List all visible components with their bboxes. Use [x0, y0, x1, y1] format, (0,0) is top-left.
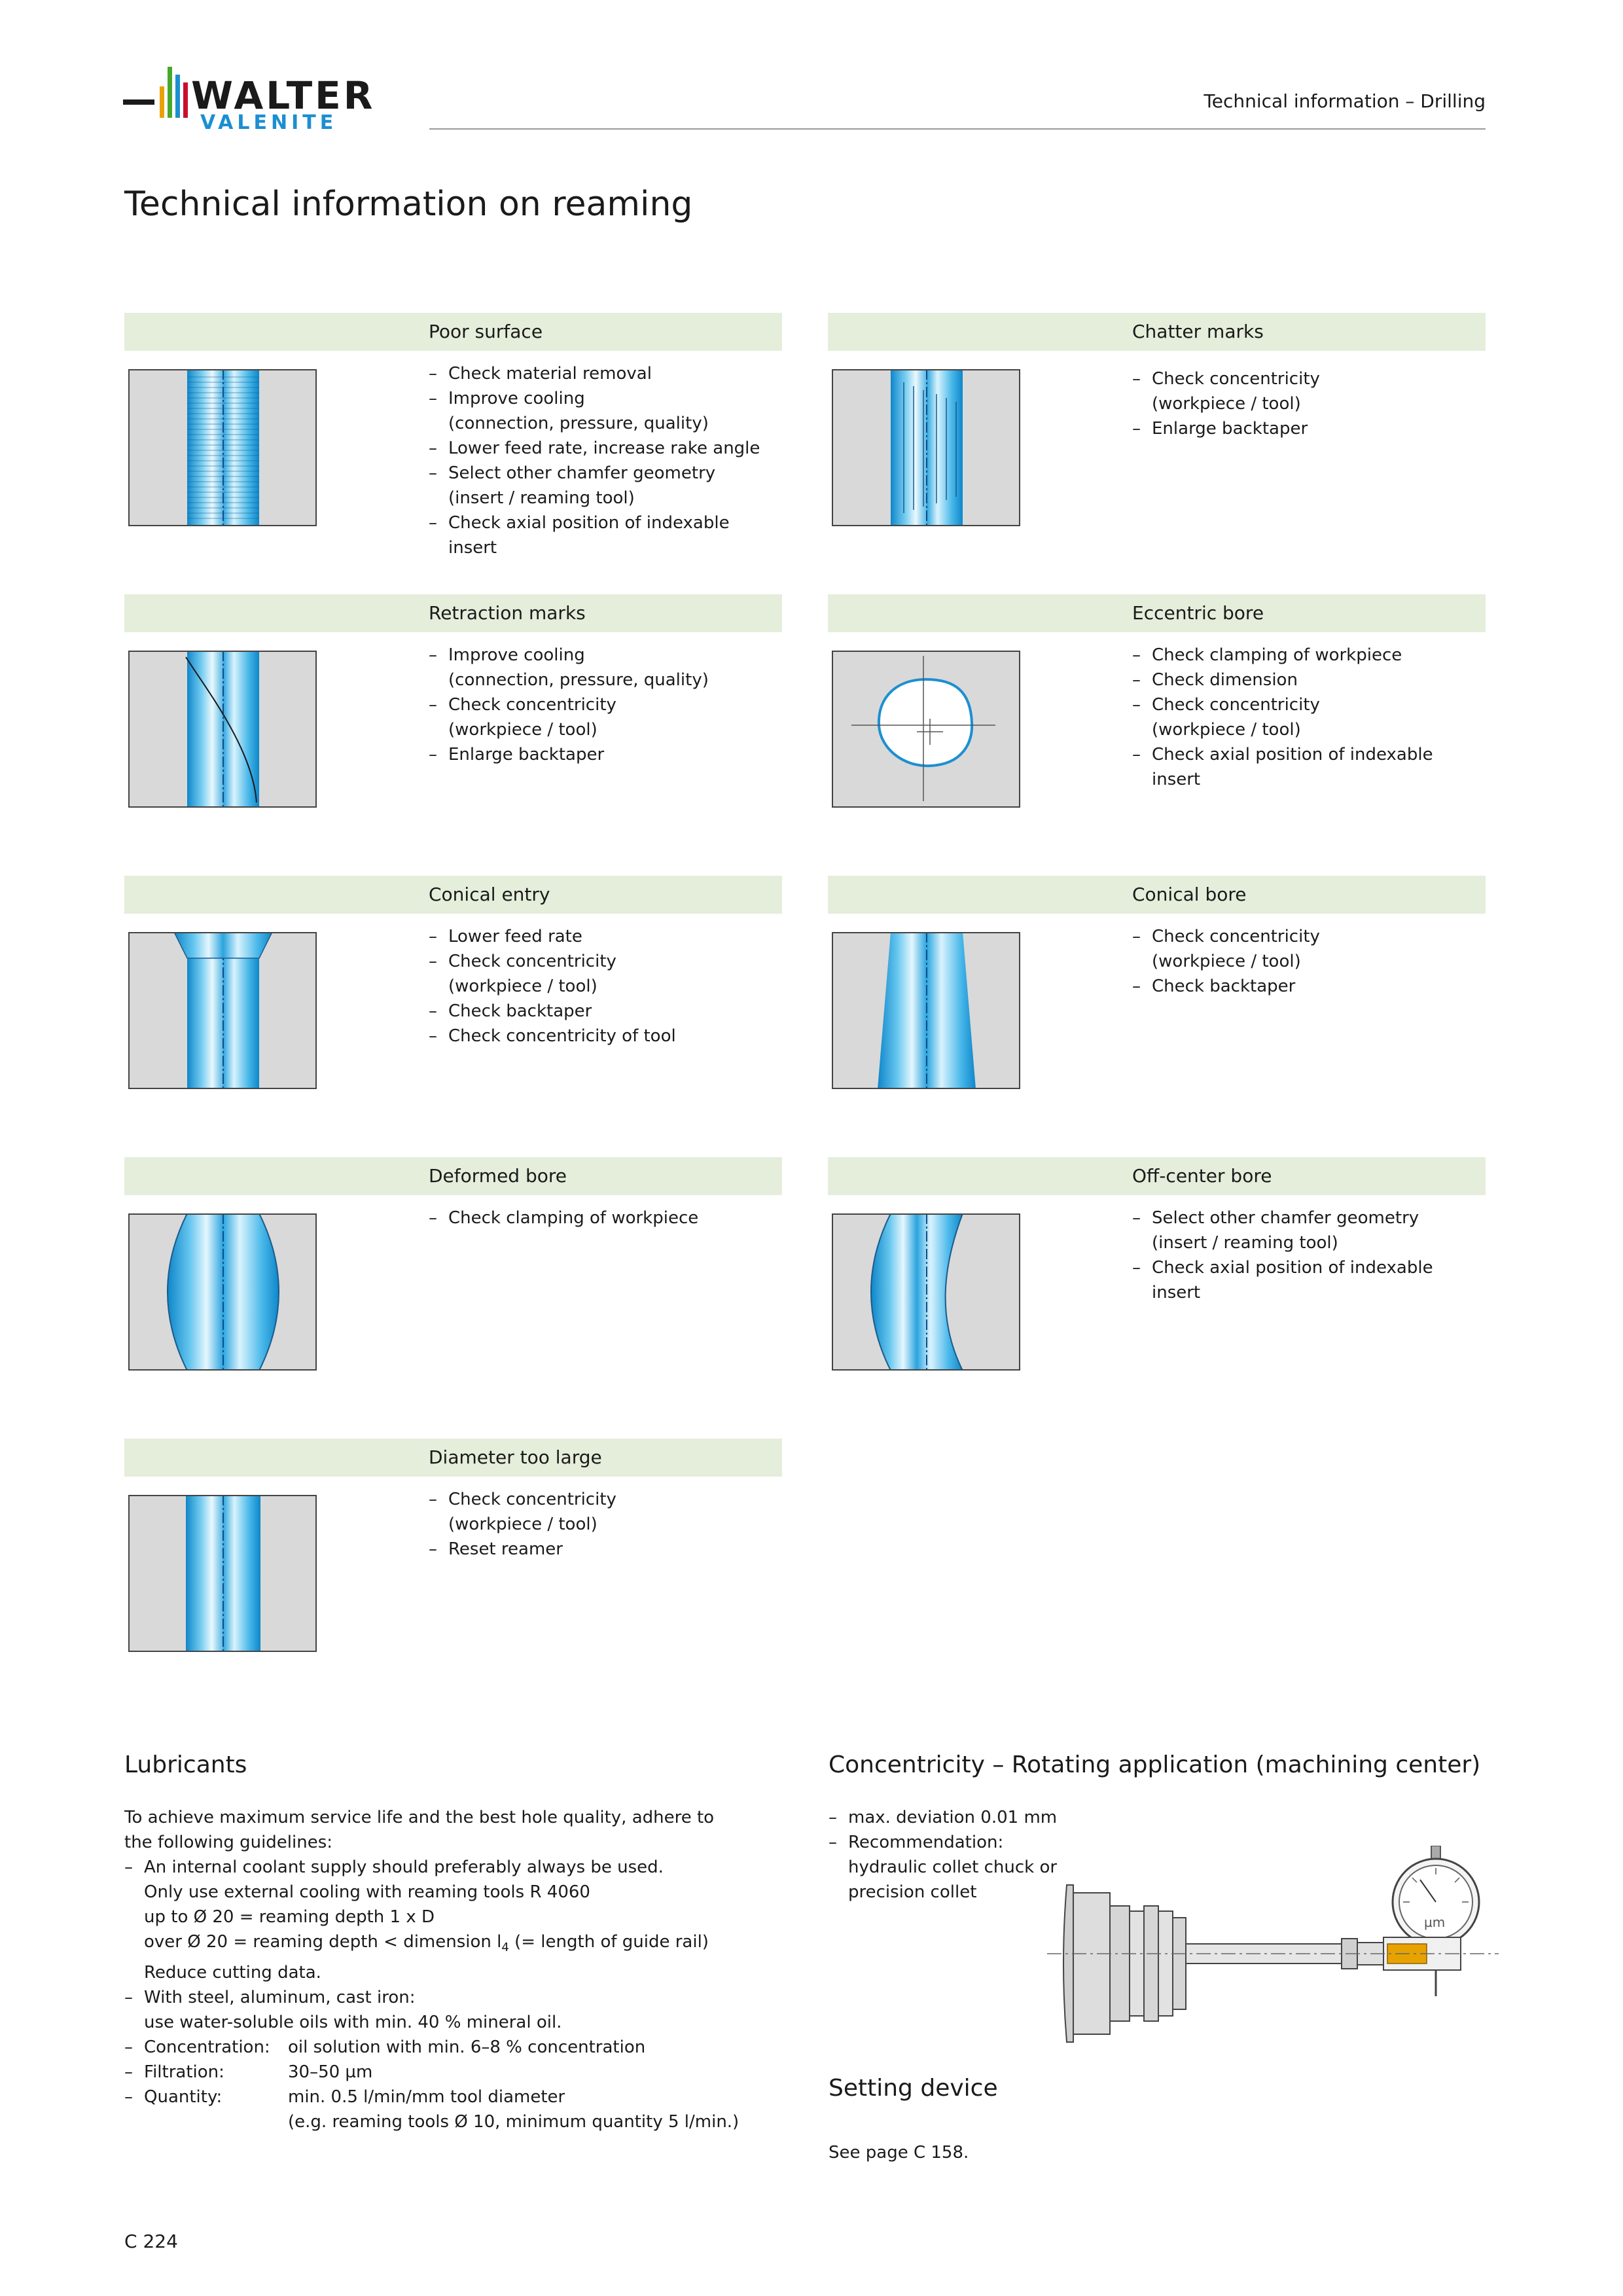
problem-card-conical-bore — [828, 876, 1486, 1151]
problem-title: Chatter marks — [1132, 321, 1264, 342]
list-item — [429, 1206, 769, 1230]
remedy-text: Check concentricity — [448, 1490, 616, 1509]
list-item — [1132, 367, 1472, 416]
problem-remedies — [429, 361, 769, 560]
lubricants-title: Lubricants — [124, 1751, 247, 1778]
problem-title: Eccentric bore — [1132, 602, 1264, 624]
problem-remedies — [1132, 1206, 1472, 1305]
remedy-text: Check concentricity of tool — [448, 1026, 676, 1046]
list-item — [429, 1487, 769, 1537]
problem-card-poor — [124, 313, 782, 588]
list-item — [429, 361, 769, 386]
problem-remedies — [429, 1206, 769, 1230]
header-section-title: Technical information – Drilling — [1204, 90, 1486, 112]
remedy-subtext: (workpiece / tool) — [448, 1515, 597, 1534]
logo — [123, 60, 398, 134]
problem-illustration-diameter — [128, 1495, 317, 1652]
remedy-text: Check concentricity — [1152, 927, 1320, 946]
remedy-subtext: (insert / reaming tool) — [1152, 1233, 1338, 1253]
remedy-subtext: (workpiece / tool) — [1152, 394, 1301, 414]
materials-line: With steel, aluminum, cast iron: — [144, 1988, 416, 2008]
remedy-subtext: (connection, pressure, quality) — [448, 414, 709, 433]
problem-card-diameter — [124, 1439, 782, 1713]
problem-title: Deformed bore — [429, 1165, 567, 1187]
problem-remedies — [1132, 643, 1472, 792]
problem-card-deformed — [124, 1157, 782, 1432]
page-title: Technical information on reaming — [124, 185, 693, 224]
remedy-text: Enlarge backtaper — [1152, 419, 1308, 439]
problem-card-off-center — [828, 1157, 1486, 1432]
remedy-subtext: (connection, pressure, quality) — [448, 670, 709, 690]
list-item — [829, 1805, 1103, 1830]
list-item — [429, 924, 769, 949]
logo-valenite: VALENITE — [200, 111, 338, 134]
lubricants-guidelines — [124, 1855, 753, 2134]
remedy-text: Improve cooling — [448, 389, 585, 408]
problem-title: Poor surface — [429, 321, 543, 342]
problem-title: Conical bore — [1132, 884, 1247, 905]
list-item — [429, 511, 769, 560]
setting-title: Setting device — [829, 2075, 998, 2102]
list-item — [1132, 668, 1472, 692]
recommendation-sub-1: hydraulic collet chuck or — [848, 1857, 1058, 1877]
remedy-text: Check dimension — [1152, 670, 1298, 690]
list-item — [124, 1855, 753, 1985]
concentricity-illustration — [1047, 1846, 1499, 2081]
problem-title: Off-center bore — [1132, 1165, 1272, 1187]
remedy-text: Check concentricity — [1152, 695, 1320, 715]
list-item — [429, 742, 769, 767]
list-item — [429, 461, 769, 511]
remedy-subtext: (workpiece / tool) — [448, 977, 597, 996]
quantity-sub: (e.g. reaming tools Ø 10, minimum quantity 5 l/min.) — [288, 2112, 740, 2132]
problem-illustration-deformed — [128, 1213, 317, 1371]
concentration-value: oil solution with min. 6–8 % concentration — [288, 2037, 646, 2058]
problem-title: Diameter too large — [429, 1446, 602, 1468]
remedy-text: Check axial position of indexable insert — [1152, 1258, 1433, 1302]
list-item — [1132, 1255, 1472, 1305]
coolant-sub-3 — [144, 1929, 753, 1960]
problem-card-retraction — [124, 594, 782, 869]
coolant-line: An internal coolant supply should preferably always be used. — [144, 1857, 664, 1877]
problem-card-chatter — [828, 313, 1486, 588]
lubricants-intro: To achieve maximum service life and the best hole quality, adhere to the following guidelines: — [124, 1808, 715, 1852]
list-item — [1132, 643, 1472, 668]
remedy-subtext: (workpiece / tool) — [448, 720, 597, 740]
list-item — [429, 999, 769, 1024]
recommendation-text: Recommendation: — [848, 1833, 1004, 1852]
problem-remedies — [1132, 924, 1472, 999]
list-item — [429, 386, 769, 436]
coolant-sub-2: up to Ø 20 = reaming depth 1 x D — [144, 1907, 435, 1927]
coolant-over-text: over Ø 20 = reaming depth < dimension l — [144, 1932, 502, 1952]
remedy-text: Check backtaper — [448, 1001, 592, 1021]
filtration-key: – Filtration: — [144, 2062, 224, 2083]
remedy-text: Check concentricity — [448, 952, 616, 971]
quantity-value: min. 0.5 l/min/mm tool diameter — [288, 2087, 565, 2108]
problem-illustration-chatter — [832, 369, 1020, 526]
problem-illustration-eccentric — [832, 651, 1020, 808]
list-item — [429, 949, 769, 999]
header-rule — [429, 128, 1486, 130]
list-item — [1132, 1206, 1472, 1255]
dial-gauge-icon — [1393, 1846, 1479, 1996]
quantity-key: – Quantity: — [144, 2087, 223, 2108]
concentricity-title: Concentricity – Rotating application (machining center) — [829, 1751, 1481, 1778]
remedy-subtext: (workpiece / tool) — [1152, 952, 1301, 971]
problem-illustration-poor — [128, 369, 317, 526]
problem-title: Conical entry — [429, 884, 550, 905]
problem-card-conical-entry — [124, 876, 782, 1151]
list-item — [429, 1537, 769, 1562]
page-number: C 224 — [124, 2231, 178, 2252]
remedy-text: Check axial position of indexable insert — [448, 513, 730, 558]
problem-remedies — [1132, 367, 1472, 441]
list-item — [124, 2085, 753, 2134]
remedy-text: Check clamping of workpiece — [448, 1208, 699, 1228]
gauge-unit: µm — [1424, 1914, 1446, 1930]
problem-illustration-retraction — [128, 651, 317, 808]
setting-text: See page C 158. — [829, 2143, 969, 2162]
remedy-text: Check material removal — [448, 364, 652, 384]
remedy-text: Select other chamfer geometry — [448, 463, 716, 483]
list-item — [124, 2060, 753, 2085]
materials-sub: use water-soluble oils with min. 40 % mineral oil. — [144, 2013, 562, 2033]
list-item — [1132, 924, 1472, 974]
coolant-sub-4: Reduce cutting data. — [144, 1963, 321, 1983]
list-item — [1132, 974, 1472, 999]
list-item — [1132, 742, 1472, 792]
list-item — [429, 436, 769, 461]
filtration-value: 30–50 µm — [288, 2062, 373, 2083]
remedy-text: Check concentricity — [1152, 369, 1320, 389]
list-item — [1132, 416, 1472, 441]
coolant-over-suffix: (= length of guide rail) — [508, 1932, 709, 1952]
coolant-sub-1: Only use external cooling with reaming tools R 4060 — [144, 1882, 590, 1902]
remedy-subtext: (workpiece / tool) — [1152, 720, 1301, 740]
list-item — [429, 1024, 769, 1049]
recommendation-sub-2: precision collet — [848, 1882, 977, 1902]
remedy-text: Check concentricity — [448, 695, 616, 715]
coolant-over-index: 4 — [501, 1941, 509, 1955]
problem-remedies — [429, 924, 769, 1049]
remedy-subtext: (insert / reaming tool) — [448, 488, 635, 508]
remedy-text: Check backtaper — [1152, 977, 1296, 996]
remedy-text: Check axial position of indexable insert — [1152, 745, 1433, 789]
problem-title: Retraction marks — [429, 602, 586, 624]
problem-illustration-conical-bore — [832, 932, 1020, 1089]
list-item — [429, 643, 769, 692]
remedy-text: Select other chamfer geometry — [1152, 1208, 1419, 1228]
deviation-text: max. deviation 0.01 mm — [848, 1808, 1058, 1827]
list-item — [124, 1985, 753, 2035]
problem-remedies — [429, 643, 769, 767]
remedy-text: Improve cooling — [448, 645, 585, 665]
remedy-text: Lower feed rate — [448, 927, 582, 946]
problem-card-eccentric — [828, 594, 1486, 869]
problem-illustration-conical-entry — [128, 932, 317, 1089]
remedy-text: Enlarge backtaper — [448, 745, 605, 764]
remedy-text: Lower feed rate, increase rake angle — [448, 439, 760, 458]
remedy-text: Reset reamer — [448, 1539, 563, 1559]
list-item — [124, 2035, 753, 2060]
concentration-key: – Concentration: — [144, 2037, 270, 2058]
problem-illustration-off-center — [832, 1213, 1020, 1371]
remedy-text: Check clamping of workpiece — [1152, 645, 1402, 665]
list-item — [429, 692, 769, 742]
list-item — [1132, 692, 1472, 742]
problem-remedies — [429, 1487, 769, 1562]
logo-walter: WALTER — [191, 73, 376, 118]
